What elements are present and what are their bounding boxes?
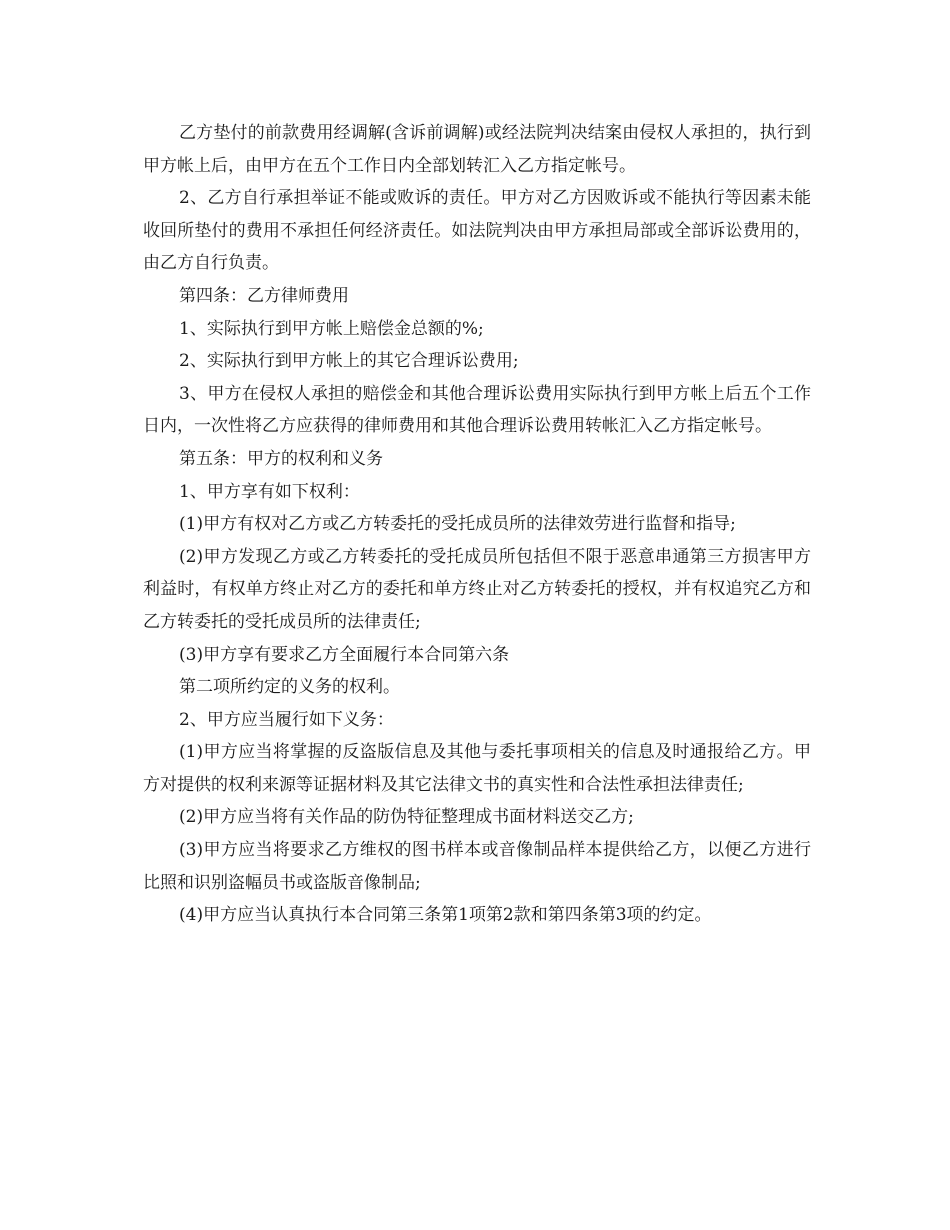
paragraph-obligation-3: (3)甲方应当将要求乙方维权的图书样本或音像制品样本提供给乙方，以便乙方进行比照和识别盗幅员书或盗版音像制品; (143, 840, 811, 893)
paragraph-right-3: (3)甲方享有要求乙方全面履行本合同第六条 (179, 644, 510, 665)
paragraph-obligation-1: (1)甲方应当将掌握的反盗版信息及其他与委托事项相关的信息及时通报给乙方。甲方对提供的权利来源等证据材料及其它法律文书的真实性和合法性承担法律责任; (143, 742, 811, 795)
paragraph-advance-fee-settlement: 乙方垫付的前款费用经调解(含诉前调解)或经法院判决结案由侵权人承担的，执行到甲方帐上后，由甲方在五个工作日内全部划转汇入乙方指定帐号。 (143, 123, 811, 176)
paragraph-right-3-continued: 第二项所约定的义务的权利。 (179, 677, 400, 698)
paragraph-fee-item-2: 2、实际执行到甲方帐上的其它合理诉讼费用; (179, 351, 519, 372)
paragraph-fee-item-1: 1、实际执行到甲方帐上赔偿金总额的%; (179, 318, 484, 339)
paragraph-obligation-2: (2)甲方应当将有关作品的防伪特征整理成书面材料送交乙方; (179, 807, 634, 828)
paragraph-obligation-4: (4)甲方应当认真执行本合同第三条第1项第2款和第四条第3项的约定。 (179, 905, 712, 926)
heading-article-five: 第五条：甲方的权利和义务 (179, 448, 383, 469)
paragraph-rights-intro: 1、甲方享有如下权利： (179, 481, 360, 502)
paragraph-burden-of-proof: 2、乙方自行承担举证不能或败诉的责任。甲方对乙方因败诉或不能执行等因素未能收回所垫付的费用不承担任何经济责任。如法院判决由甲方承担局部或全部诉讼费用的，由乙方自行负责。 (143, 188, 811, 274)
paragraph-obligations-intro: 2、甲方应当履行如下义务： (179, 709, 394, 730)
paragraph-right-1: (1)甲方有权对乙方或乙方转委托的受托成员所的法律效劳进行监督和指导; (179, 514, 736, 535)
heading-article-four: 第四条：乙方律师费用 (179, 285, 349, 306)
paragraph-fee-item-3: 3、甲方在侵权人承担的赔偿金和其他合理诉讼费用实际执行到甲方帐上后五个工作日内，一次性将乙方应获得的律师费用和其他合理诉讼费用转帐汇入乙方指定帐号。 (143, 383, 811, 437)
paragraph-right-2: (2)甲方发现乙方或乙方转委托的受托成员所包括但不限于恶意串通第三方损害甲方利益时，有权单方终止对乙方的委托和单方终止对乙方转委托的授权，并有权追究乙方和乙方转委托的受托成员所的法律责任; (143, 546, 811, 632)
document-body (143, 117, 811, 932)
